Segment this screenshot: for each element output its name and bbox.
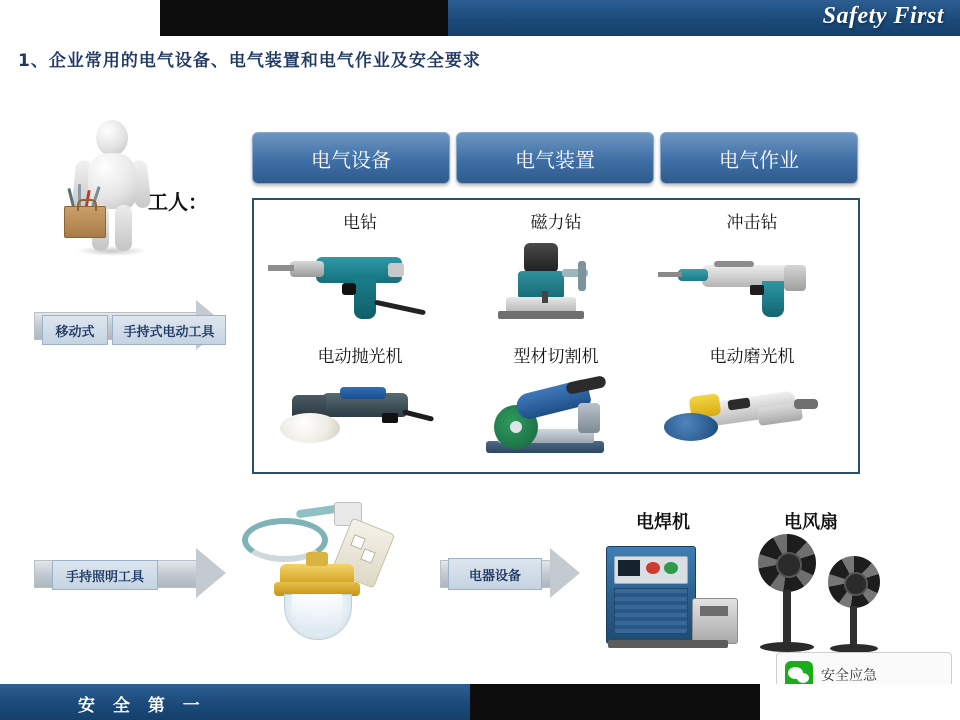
tag-handheld-lighting-tool[interactable]: 手持照明工具 [52,560,158,590]
magnetic-drill-icon [458,235,654,323]
welding-machine-icon [600,536,740,662]
worker-label: 工人： [148,190,208,214]
category-bar-equipment[interactable]: 电气设备 [252,132,450,184]
angle-grinder-icon [654,369,850,457]
tool-label-electric-drill: 电钻 [343,213,377,233]
footer-blue-segment [0,684,470,720]
tool-cell-hammer-drill [654,208,850,323]
tools-panel [252,198,860,474]
electric-drill-icon [262,235,458,323]
header-bar [0,0,960,36]
tool-label-hammer-drill: 冲击钻 [726,213,778,233]
tool-cell-polisher [262,342,458,457]
tool-cell-magnetic-drill [458,208,654,323]
worker-head [96,120,128,156]
tool-label-magnetic-drill: 磁力钻 [530,213,582,233]
footer-title: 安 全 第 一 [78,696,206,716]
page-title: 1、企业常用的电气设备、电气装置和电气作业及安全要求 [18,51,481,71]
tool-cell-cutoff-saw [458,342,654,457]
header-black-segment [160,0,448,36]
hammer-drill-icon [654,235,850,323]
tag-handheld-power-tool[interactable]: 手持式电动工具 [112,315,226,345]
electric-fan-icon-small [816,556,894,660]
tool-label-cutoff-saw: 型材切割机 [513,347,599,367]
header-white-segment [0,0,160,36]
toolbox-icon [64,206,106,238]
wechat-account-name: 安全应急 [821,668,877,684]
polisher-icon [262,369,458,457]
footer-white-segment [760,684,960,720]
cut-off-saw-icon [458,369,654,457]
tag-mobile[interactable]: 移动式 [42,315,108,345]
worker-right-leg [115,205,132,251]
header-blue-segment [448,0,960,36]
worker-figure [58,120,168,250]
tool-label-angle-grinder: 电动磨光机 [709,347,795,367]
tool-cell-electric-drill [262,208,458,323]
category-bar-operation[interactable]: 电气作业 [660,132,858,184]
label-electric-fan: 电风扇 [784,512,838,533]
lighting-tools-art [240,490,430,660]
footer-black-segment [470,684,760,720]
category-bar-installation[interactable]: 电气装置 [456,132,654,184]
worker-shadow [76,246,148,256]
tag-electric-equipment[interactable]: 电器设备 [448,558,542,590]
header-title: Safety First [822,3,944,29]
footer-bar [0,684,960,720]
tool-cell-angle-grinder [654,342,850,457]
tool-label-polisher: 电动抛光机 [317,347,403,367]
label-welding-machine: 电焊机 [636,512,690,533]
